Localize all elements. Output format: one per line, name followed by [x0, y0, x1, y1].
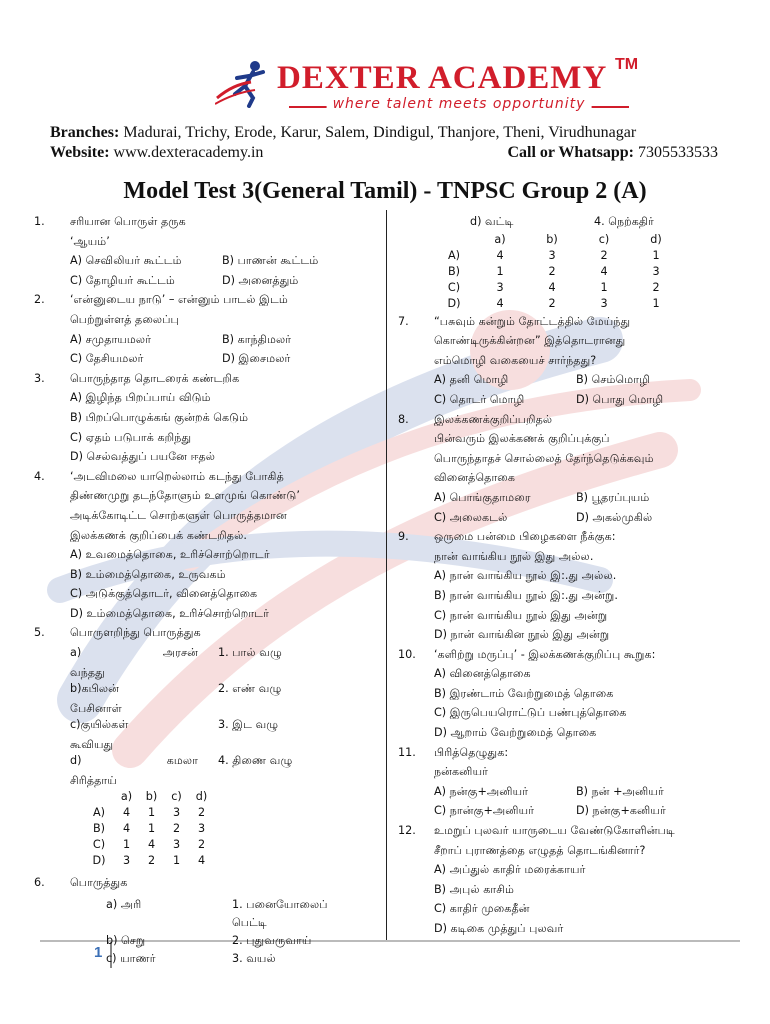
- grid-cell: C): [92, 838, 106, 852]
- page-title: Model Test 3(General Tamil) - TNPSC Group 2 (A): [123, 178, 647, 204]
- option-b: B) பிறப்பொழுக்கங் குன்றக் கெடும்: [70, 410, 249, 424]
- question-number: 5.: [34, 626, 45, 640]
- question-text: பொருந்தாதச் சொல்லைத் தேர்ந்தெடுக்கவும்: [434, 451, 654, 465]
- match-left-word: வந்தது: [70, 666, 105, 680]
- match-right-text: 1. பனையோலைப்: [232, 897, 328, 911]
- question-text: ‘என்னுடைய நாடு’ – என்னும் பாடல் இடம்: [70, 293, 288, 307]
- grid-cell: 2: [147, 854, 156, 868]
- option-b: B) அபுல் காசிம்: [434, 882, 514, 896]
- match-left-c: c) யாணர்: [106, 951, 156, 965]
- question-text: சரியான பொருள் தருக: [70, 215, 186, 228]
- options-row: [434, 782, 718, 802]
- grid-cell: 3: [600, 296, 608, 310]
- match-left-label: c)குயில்கள்: [70, 718, 129, 732]
- question-1: [34, 212, 374, 290]
- grid-cell: 3: [197, 822, 206, 836]
- grid-cell: 3: [122, 854, 131, 868]
- question-text: பொருளறிந்து பொருத்துக: [70, 626, 201, 640]
- match-right-1: [232, 897, 382, 933]
- branches-list: Madurai, Trichy, Erode, Karur, Salem, Dindigul, Thanjore, Theni, Virudhunagar: [123, 124, 637, 141]
- grid-cell: [84, 789, 114, 805]
- grid-cell: B): [92, 822, 106, 836]
- page-header: [0, 0, 770, 175]
- question-number: 10.: [398, 647, 416, 661]
- academy-logo: [215, 58, 685, 120]
- grid-cell: 3: [172, 806, 181, 820]
- grid-cell: D): [447, 296, 461, 310]
- question-number: 11.: [398, 745, 416, 759]
- column-divider: [386, 210, 387, 940]
- question-text: உமறுப் புலவர் யாருடைய வேண்டுகோளின்படி: [434, 824, 675, 838]
- option-d: D) ஆறாம் வேற்றுமைத் தொகை: [434, 726, 597, 740]
- grid-cell: 1: [600, 280, 608, 294]
- grid-cell: 4: [496, 248, 504, 262]
- grid-cell: a): [494, 232, 506, 246]
- grid-cell: 2: [548, 296, 556, 310]
- option-d: D) அகல்முகில்: [576, 510, 653, 524]
- question-number: 12.: [398, 824, 416, 838]
- question-text: பொருந்தாத தொடரைக் கண்டறிக: [70, 371, 240, 385]
- question-number: 7.: [398, 314, 409, 328]
- option-a: A) உவமைத்தொகை, உரிச்சொற்றொடர்: [70, 548, 270, 562]
- right-column: [398, 212, 718, 939]
- option-c: C) தோழியர் கூட்டம்: [70, 273, 175, 287]
- grid-cell: 3: [548, 248, 556, 262]
- contact-line: [507, 144, 718, 162]
- option-d: D) இசைமலர்: [222, 352, 291, 366]
- match-left-label: a): [70, 646, 82, 660]
- match-right-2: 2. புதுவருவாய்: [232, 933, 312, 947]
- grid-cell: d): [195, 790, 208, 804]
- option-a: A) நன்கு+அனியர்: [434, 784, 529, 798]
- question-5: [34, 623, 374, 869]
- question-text: “பசுவும் கன்றும் தோட்டத்தில் மேய்ந்து: [434, 314, 631, 328]
- match-left-word: பேசினாள்: [70, 702, 122, 716]
- phone-number: 7305533533: [638, 144, 718, 161]
- option-c: C) நான்கு+அனியர்: [434, 804, 535, 818]
- option-d: D) உம்மைத்தொகை, உரிச்சொற்றொடர்: [70, 606, 269, 620]
- website-url: www.dexteracademy.in: [113, 144, 264, 161]
- question-text: நான் வாங்கிய நூல் இது அல்ல.: [434, 549, 594, 563]
- option-a: A) தனி மொழி: [434, 373, 509, 387]
- match-left-a: a) அரி: [106, 897, 142, 911]
- grid-cell: 4: [496, 296, 504, 310]
- match-right-3: 3. வயல்: [232, 951, 276, 965]
- match-left-a: [70, 645, 218, 681]
- option-c: C) அடுக்குத்தொடர், வினைத்தொகை: [70, 587, 258, 601]
- match-left-word: கூவியது: [70, 738, 114, 752]
- grid-cell: 4: [548, 280, 556, 294]
- match-right-1: 1. பால் வழு: [218, 646, 282, 660]
- option-d: D) அனைத்தும்: [222, 273, 299, 287]
- page-number: 1: [94, 944, 103, 961]
- question-number: 9.: [398, 530, 409, 544]
- question-6-continued: [398, 212, 718, 312]
- match-left-label: d): [70, 754, 82, 768]
- option-c: C) இருபெயரொட்டுப் பண்புத்தொகை: [434, 706, 627, 720]
- question-6: [34, 873, 374, 969]
- match-left-label: b)கபிலன்: [70, 682, 119, 696]
- grid-cell: A): [447, 248, 461, 262]
- question-text: ‘ஆயம்’: [70, 234, 110, 248]
- grid-cell: C): [447, 280, 461, 294]
- question-number: 6.: [34, 876, 45, 890]
- option-d: D) செல்வத்துப் பயனே ஈதல்: [70, 450, 216, 464]
- tagline: where talent meets opportunity: [327, 96, 592, 112]
- grid-cell: a): [120, 790, 133, 804]
- option-a: A) பொங்குதாமரை: [434, 490, 531, 504]
- option-a: A) இழிந்த பிறப்பாய் விடும்: [70, 391, 211, 405]
- grid-cell: 2: [600, 248, 608, 262]
- match-left-word: சிரித்தாய்: [70, 774, 117, 788]
- grid-cell: 1: [147, 822, 156, 836]
- question-11: [398, 743, 718, 821]
- options-row: [70, 349, 374, 369]
- grid-cell: [434, 232, 474, 248]
- branches-line: [50, 124, 636, 142]
- option-d: D) நான் வாங்கின நூல் இது அன்று: [434, 628, 610, 642]
- question-9: [398, 527, 718, 645]
- option-d: D) பொது மொழி: [576, 392, 664, 406]
- question-12: [398, 821, 718, 939]
- grid-cell: 3: [172, 838, 181, 852]
- match-left-word: கமலா: [166, 754, 198, 768]
- question-8: [398, 410, 718, 528]
- grid-cell: c): [598, 232, 610, 246]
- question-text: ஒருமை பன்மை பிழைகளை நீக்குக:: [434, 530, 616, 544]
- website-label: Website:: [50, 144, 110, 161]
- grid-cell: 1: [652, 248, 660, 262]
- question-text: ‘களிற்று மருப்பு’ - இலக்கணக்குறிப்பு கூறுக:: [434, 647, 656, 661]
- grid-cell: 2: [197, 838, 206, 852]
- question-text: கொண்டிருக்கின்றன” இத்தொடரானது: [434, 334, 626, 348]
- match-left-word: அரசன்: [162, 646, 198, 660]
- grid-cell: 4: [147, 838, 156, 852]
- question-text: பெற்றுள்ளத் தலைப்பு: [70, 312, 179, 326]
- website-line: [50, 144, 263, 162]
- match-right-text: பெட்டி: [232, 915, 267, 929]
- option-b: B) செம்மொழி: [576, 373, 651, 387]
- option-b: B) பூதரப்புயம்: [576, 490, 650, 504]
- option-b: B) உம்மைத்தொகை, உருவகம்: [70, 567, 226, 581]
- match-table: [106, 897, 374, 969]
- grid-cell: 4: [197, 854, 206, 868]
- match-right-4: 4. நெற்கதிர்: [594, 215, 654, 228]
- option-b: B) காந்திமலர்: [222, 332, 292, 346]
- option-a: A) வினைத்தொகை: [434, 667, 531, 681]
- question-number: 4.: [34, 469, 45, 483]
- option-a: A) சமுதாயமலர்: [70, 332, 152, 346]
- option-a: A) நான் வாங்கிய நூல் இ:.து அல்ல.: [434, 569, 617, 583]
- options-row: [70, 251, 374, 271]
- grid-cell: 4: [600, 264, 608, 278]
- question-7: [398, 312, 718, 410]
- grid-cell: 2: [172, 822, 181, 836]
- option-d: D) நன்கு+கனியர்: [576, 804, 666, 818]
- tagline-bar: [289, 96, 629, 118]
- options-row: [434, 801, 718, 821]
- question-text: நன்கனியர்: [434, 765, 489, 779]
- grid-cell: D): [92, 854, 106, 868]
- question-text: வினைத்தொகை: [434, 471, 516, 485]
- option-b: B) இரண்டாம் வேற்றுமைத் தொகை: [434, 686, 614, 700]
- question-text: ‘அடவிமலை யாறெல்லாம் கடந்து போகித்: [70, 469, 284, 483]
- answer-grid: [84, 789, 374, 869]
- options-row: [434, 508, 718, 528]
- option-a: A) செவிலியர் கூட்டம்: [70, 254, 182, 268]
- branches-label: Branches:: [50, 124, 120, 141]
- question-2: [34, 290, 374, 368]
- option-b: B) பாணன் கூட்டம்: [222, 254, 319, 268]
- grid-cell: B): [447, 264, 461, 278]
- match-left-d: d) வட்டி: [470, 215, 514, 228]
- brand-name: DEXTER ACADEMY: [277, 60, 608, 96]
- option-b: B) நான் வாங்கிய நூல் இ:.து அன்று.: [434, 588, 618, 602]
- grid-cell: 1: [652, 296, 660, 310]
- grid-cell: b): [145, 790, 158, 804]
- option-d: D) கடிகை முத்துப் புலவர்: [434, 922, 564, 935]
- options-row: [434, 488, 718, 508]
- match-right-4: 4. திணை வழு: [218, 754, 293, 768]
- match-left-b: b) செறு: [106, 933, 146, 947]
- question-text: இலக்கணக்குறிப்பறிதல்: [434, 412, 553, 426]
- grid-cell: 1: [172, 854, 181, 868]
- match-left-c: [70, 717, 218, 753]
- question-3: [34, 369, 374, 467]
- grid-cell: 2: [548, 264, 556, 278]
- grid-cell: 1: [147, 806, 156, 820]
- options-row: [434, 390, 718, 410]
- match-table: [70, 645, 374, 789]
- question-text: சீறாப் புராணத்தை எழுதத் தொடங்கினார்?: [434, 843, 646, 857]
- question-text: பிரித்தெழுதுக:: [434, 745, 509, 759]
- question-number: 8.: [398, 412, 409, 426]
- grid-cell: A): [92, 806, 106, 820]
- option-a: A) அப்துல் காதிர் மரைக்காயர்: [434, 863, 586, 877]
- question-text: எம்மொழி வகையைச் சார்ந்தது?: [434, 353, 597, 367]
- option-c: C) அலைகடல்: [434, 510, 508, 524]
- options-row: [70, 330, 374, 350]
- option-b: B) நன் +அனியர்: [576, 784, 664, 798]
- match-right-3: 3. இட வழு: [218, 718, 279, 732]
- match-row: [470, 212, 718, 232]
- grid-cell: 2: [652, 280, 660, 294]
- question-text: அடிக்கோடிட்ட சொற்களுள் பொருத்தமான: [70, 508, 287, 522]
- question-text: பொருத்துக: [70, 876, 128, 890]
- question-number: 3.: [34, 371, 45, 385]
- left-column: [34, 212, 374, 969]
- option-c: C) தொடர் மொழி: [434, 392, 525, 406]
- question-10: [398, 645, 718, 743]
- grid-cell: d): [650, 232, 662, 246]
- grid-cell: 3: [496, 280, 504, 294]
- question-text: பின்வரும் இலக்கணக் குறிப்புக்குப்: [434, 432, 610, 446]
- option-c: C) நான் வாங்கிய நூல் இது அன்று: [434, 608, 608, 622]
- grid-cell: 3: [652, 264, 660, 278]
- match-left-b: [70, 681, 218, 717]
- options-row: [70, 271, 374, 291]
- call-label: Call or Whatsapp:: [507, 144, 634, 161]
- match-right-2: 2. எண் வழு: [218, 682, 282, 696]
- question-text: திண்ணமுறு தடந்தோளும் உளமுங் கொண்டு’: [70, 489, 300, 503]
- question-number: 2.: [34, 293, 45, 307]
- option-c: C) தேசியமலர்: [70, 352, 144, 366]
- options-row: [434, 370, 718, 390]
- match-left-d: [70, 753, 218, 789]
- grid-cell: c): [171, 790, 182, 804]
- grid-cell: 2: [197, 806, 206, 820]
- option-c: C) ஏதம் படுபாக் கறிந்து: [70, 430, 192, 444]
- question-number: 1.: [34, 215, 45, 228]
- grid-cell: b): [546, 232, 558, 246]
- question-4: [34, 467, 374, 624]
- grid-cell: 4: [122, 806, 131, 820]
- runner-logo-icon: [215, 58, 277, 108]
- option-c: C) காதிர் முகைதீன்: [434, 902, 530, 916]
- answer-grid: [434, 232, 718, 312]
- grid-cell: 1: [496, 264, 504, 278]
- trademark-mark: TM: [615, 56, 639, 73]
- grid-cell: 4: [122, 822, 131, 836]
- grid-cell: 1: [122, 838, 131, 852]
- question-text: இலக்கணக் குறிப்பைக் கண்டறிதல்.: [70, 528, 247, 542]
